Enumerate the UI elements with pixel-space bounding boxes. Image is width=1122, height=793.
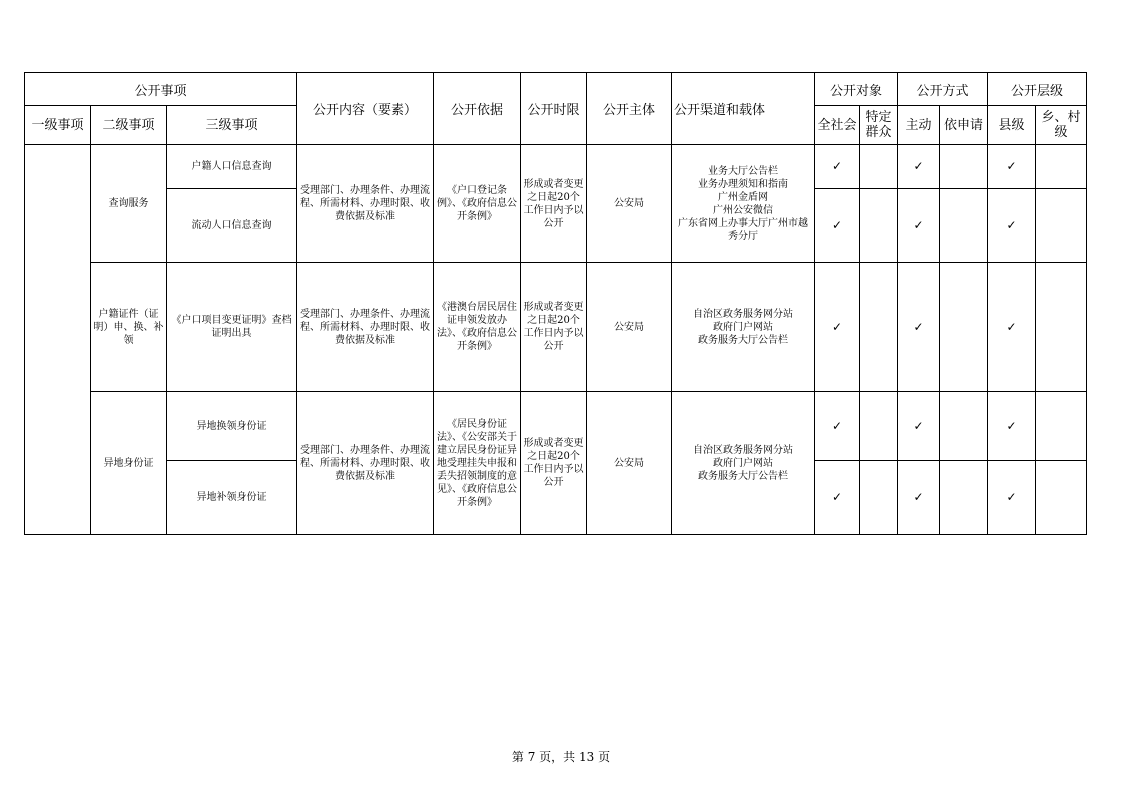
basis-cell: 《居民身份证法》、《公安部关于建立居民身份证异地受理挂失申报和丢失招领制度的意见》、《政府信息公开条例》 (434, 392, 521, 535)
check-mark: ✓ (898, 461, 940, 535)
level3-cell: 异地补领身份证 (167, 461, 297, 535)
level1-cell (25, 145, 91, 535)
header-level-village: 乡、村级 (1036, 106, 1087, 145)
level3-cell: 户籍人口信息查询 (167, 145, 297, 189)
header-level: 公开层级 (988, 73, 1087, 106)
check-mark: ✓ (898, 145, 940, 189)
check-mark: ✓ (988, 145, 1036, 189)
check-mark: ✓ (898, 263, 940, 392)
header-level1: 一级事项 (25, 106, 91, 145)
check-mark: ✓ (815, 145, 860, 189)
channel-cell: 自治区政务服务网分站 政府门户网站 政务服务大厅公告栏 (672, 263, 815, 392)
check-mark: ✓ (988, 189, 1036, 263)
disclosure-table (24, 72, 1087, 535)
basis-cell: 《户口登记条例》、《政府信息公开条例》 (434, 145, 521, 263)
header-gongkai-shixiang: 公开事项 (25, 73, 297, 106)
time-limit-cell: 形成或者变更之日起20个工作日内予以公开 (521, 392, 587, 535)
header-level-county: 县级 (988, 106, 1036, 145)
check-mark: ✓ (898, 189, 940, 263)
empty-cell (860, 145, 898, 189)
channel-cell: 业务大厅公告栏 业务办理须知和指南 广州金盾网 广州公安微信 广东省网上办事大厅广州市越秀分厅 (672, 145, 815, 263)
subject-cell: 公安局 (587, 263, 672, 392)
header-level3: 三级事项 (167, 106, 297, 145)
check-mark: ✓ (815, 189, 860, 263)
empty-cell (940, 189, 988, 263)
level2-cell: 异地身份证 (91, 392, 167, 535)
subject-cell: 公安局 (587, 145, 672, 263)
header-method-active: 主动 (898, 106, 940, 145)
page-number: 第 7 页，共 13 页 (511, 750, 611, 764)
content-cell: 受理部门、办理条件、办理流程、所需材料、办理时限、收费依据及标准 (297, 263, 434, 392)
content-cell: 受理部门、办理条件、办理流程、所需材料、办理时限、收费依据及标准 (297, 145, 434, 263)
empty-cell (860, 263, 898, 392)
time-limit-cell: 形成或者变更之日起20个工作日内予以公开 (521, 145, 587, 263)
basis-cell: 《港澳台居民居住证申领发放办法》、《政府信息公开条例》 (434, 263, 521, 392)
header-method-request: 依申请 (940, 106, 988, 145)
empty-cell (940, 461, 988, 535)
level2-cell: 查询服务 (91, 145, 167, 263)
header-level2: 二级事项 (91, 106, 167, 145)
content-cell: 受理部门、办理条件、办理流程、所需材料、办理时限、收费依据及标准 (297, 392, 434, 535)
header-time-limit: 公开时限 (521, 73, 587, 145)
table-row (25, 145, 1087, 189)
level2-cell: 户籍证件（证明）申、换、补领 (91, 263, 167, 392)
header-target-specific: 特定群众 (860, 106, 898, 145)
header-basis: 公开依据 (434, 73, 521, 145)
empty-cell (940, 392, 988, 461)
check-mark: ✓ (988, 461, 1036, 535)
check-mark: ✓ (815, 392, 860, 461)
empty-cell (1036, 145, 1087, 189)
table-row (25, 263, 1087, 392)
level3-cell: 《户口项目变更证明》查档证明出具 (167, 263, 297, 392)
empty-cell (1036, 392, 1087, 461)
empty-cell (860, 189, 898, 263)
header-subject: 公开主体 (587, 73, 672, 145)
empty-cell (1036, 263, 1087, 392)
header-target-all: 全社会 (815, 106, 860, 145)
time-limit-cell: 形成或者变更之日起20个工作日内予以公开 (521, 263, 587, 392)
empty-cell (1036, 461, 1087, 535)
check-mark: ✓ (815, 461, 860, 535)
header-method: 公开方式 (898, 73, 988, 106)
table-row (25, 392, 1087, 461)
level3-cell: 异地换领身份证 (167, 392, 297, 461)
empty-cell (860, 461, 898, 535)
check-mark: ✓ (988, 263, 1036, 392)
header-channel: 公开渠道和载体 (672, 73, 815, 145)
channel-cell: 自治区政务服务网分站 政府门户网站 政务服务大厅公告栏 (672, 392, 815, 535)
empty-cell (940, 145, 988, 189)
header-target: 公开对象 (815, 73, 898, 106)
empty-cell (860, 392, 898, 461)
level3-cell: 流动人口信息查询 (167, 189, 297, 263)
empty-cell (940, 263, 988, 392)
check-mark: ✓ (815, 263, 860, 392)
check-mark: ✓ (988, 392, 1036, 461)
check-mark: ✓ (898, 392, 940, 461)
subject-cell: 公安局 (587, 392, 672, 535)
empty-cell (1036, 189, 1087, 263)
header-content: 公开内容（要素） (297, 73, 434, 145)
